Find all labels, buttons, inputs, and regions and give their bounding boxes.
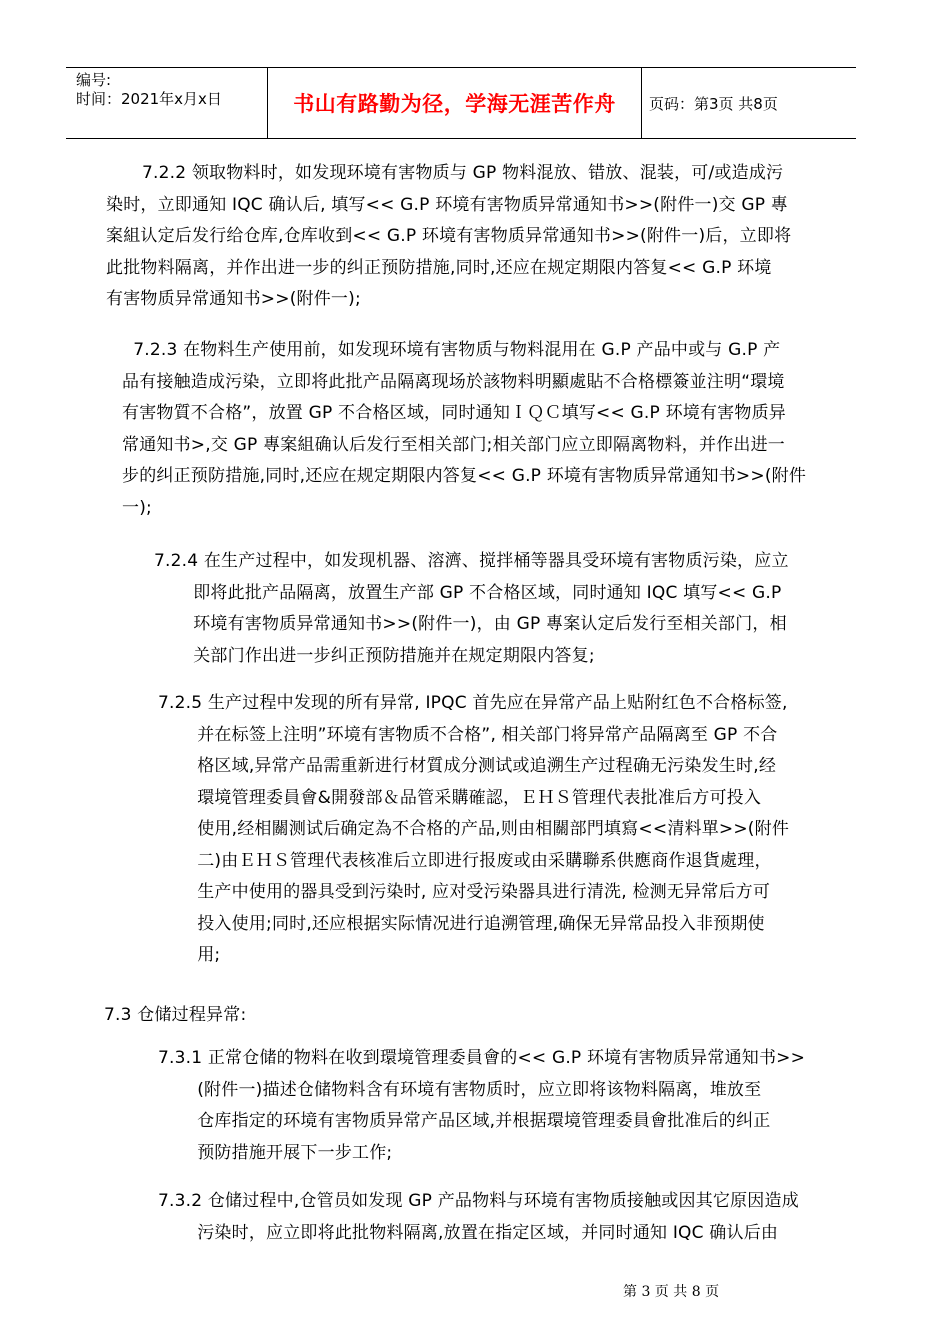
page-header — [66, 67, 856, 139]
text-line: 使用,经相關测试后确定為不合格的产品,则由相關部門填寫<<清料單>>(附件 — [158, 819, 790, 839]
text-line: 仓库指定的环境有害物质异常产品区域,并根据環境管理委員會批准后的纠正 — [158, 1111, 771, 1131]
text-line: 7.3 仓储过程异常: — [104, 1005, 247, 1025]
text-line: 预防措施开展下一步工作; — [158, 1142, 393, 1163]
text-line: (附件一)描述仓储物料含有环境有害物质时，应立即将该物料隔离，堆放至 — [158, 1079, 762, 1100]
text-line: 有害物质异常通知书>>(附件一); — [106, 289, 361, 309]
text-line: 并在标签上注明”环境有害物质不合格”, 相关部门将异常产品隔离至 GP 不合 — [158, 724, 778, 745]
text-line: 染时，立即通知 IQC 确认后, 填写<< G.P 环境有害物质异常通知书>>(附件一)交 GP 專 — [106, 194, 788, 215]
text-line: 案組认定后发行给仓库,仓库收到<< G.P 环境有害物质异常通知书>>(附件一)后，立即将 — [106, 226, 792, 246]
text-line: 即将此批产品隔离，放置生产部 GP 不合格区域，同时通知 IQC 填写<< G.P — [154, 582, 782, 603]
text-line: 7.3.2 仓储过程中,仓管员如发现 GP 产品物料与环境有害物质接触或因其它原因造成 — [158, 1191, 799, 1211]
text-line: 一); — [122, 497, 152, 518]
paragraph-7-2-4 — [154, 546, 789, 672]
text-line: 污染时，应立即将此批物料隔离,放置在指定区域，并同时通知 IQC 确认后由 — [158, 1222, 779, 1243]
section-heading-7-3 — [104, 1000, 246, 1032]
paragraph-7-3-2 — [158, 1186, 799, 1249]
paragraph-7-2-2 — [106, 158, 792, 316]
text-line: 投入使用;同时,还应根据实际情况进行追溯管理,确保无异常品投入非预期使 — [158, 913, 765, 934]
header-page-label: 页码：第3页 共8页 — [649, 94, 778, 113]
text-line: 生产中使用的器具受到污染时, 应对受污染器具进行清洗, 检测无异常后方可 — [158, 882, 771, 902]
text-line: 格区域,异常产品需重新进行材質成分测试或追溯生产过程确无污染发生时,经 — [158, 756, 777, 776]
text-line: 7.2.2 领取物料时，如发现环境有害物质与 GP 物料混放、错放、混装，可/或造成污 — [142, 163, 784, 183]
header-motto: 书山有路勤为径，学海无涯苦作舟 — [267, 68, 642, 138]
text-line: 7.2.4 在生产过程中，如发现机器、溶濟、搅拌桶等器具受环境有害物质污染，应立 — [154, 551, 789, 571]
header-meta — [66, 68, 267, 141]
text-line: 7.3.1 正常仓储的物料在收到環境管理委員會的<< G.P 环境有害物质异常通知书>> — [158, 1048, 806, 1068]
paragraph-7-2-5 — [158, 688, 789, 972]
text-line: 7.2.3 在物料生产使用前，如发现环境有害物质与物料混用在 G.P 产品中或与 G.P 产 — [122, 340, 781, 360]
text-line: 環境管理委員會&開發部＆品管采購確認，ＥＨＳ管理代表批准后方可投入 — [158, 787, 762, 808]
text-line: 有害物質不合格”，放置 GP 不合格区域，同时通知ＩＱＣ填写<< G.P 环境有害物质异 — [122, 403, 786, 423]
text-line: 步的纠正预防措施,同时,还应在规定期限内答复<< G.P 环境有害物质异常通知书>>(附件 — [122, 466, 807, 486]
paragraph-7-2-3 — [122, 335, 806, 524]
text-line: 二)由ＥＨＳ管理代表核准后立即进行报废或由采購聯系供應商作退貨處理， — [158, 850, 772, 871]
text-line: 此批物料隔离，并作出进一步的纠正预防措施,同时,还应在规定期限内答复<< G.P 环境 — [106, 257, 772, 278]
footer-page-number: 第 3 页 共 8 页 — [623, 1284, 720, 1300]
text-line: 品有接触造成污染，立即将此批产品隔离现场於該物料明顯處貼不合格標簽並注明“環境 — [122, 371, 785, 392]
doc-code-label: 编号: — [76, 71, 112, 89]
text-line: 环境有害物质异常通知书>>(附件一)，由 GP 專案认定后发行至相关部门，相 — [154, 614, 787, 634]
doc-date-label: 时间：2021年x月x日 — [76, 90, 222, 108]
text-line: 7.2.5 生产过程中发现的所有异常, IPQC 首先应在异常产品上贴附红色不合格标签, — [158, 693, 788, 713]
text-line: 用; — [158, 945, 221, 965]
text-line: 关部门作出进一步纠正预防措施并在规定期限内答复; — [154, 645, 595, 666]
text-line: 常通知书>,交 GP 專案組确认后发行至相关部门;相关部门应立即隔离物料，并作出进一 — [122, 434, 786, 455]
paragraph-7-3-1 — [158, 1043, 805, 1169]
